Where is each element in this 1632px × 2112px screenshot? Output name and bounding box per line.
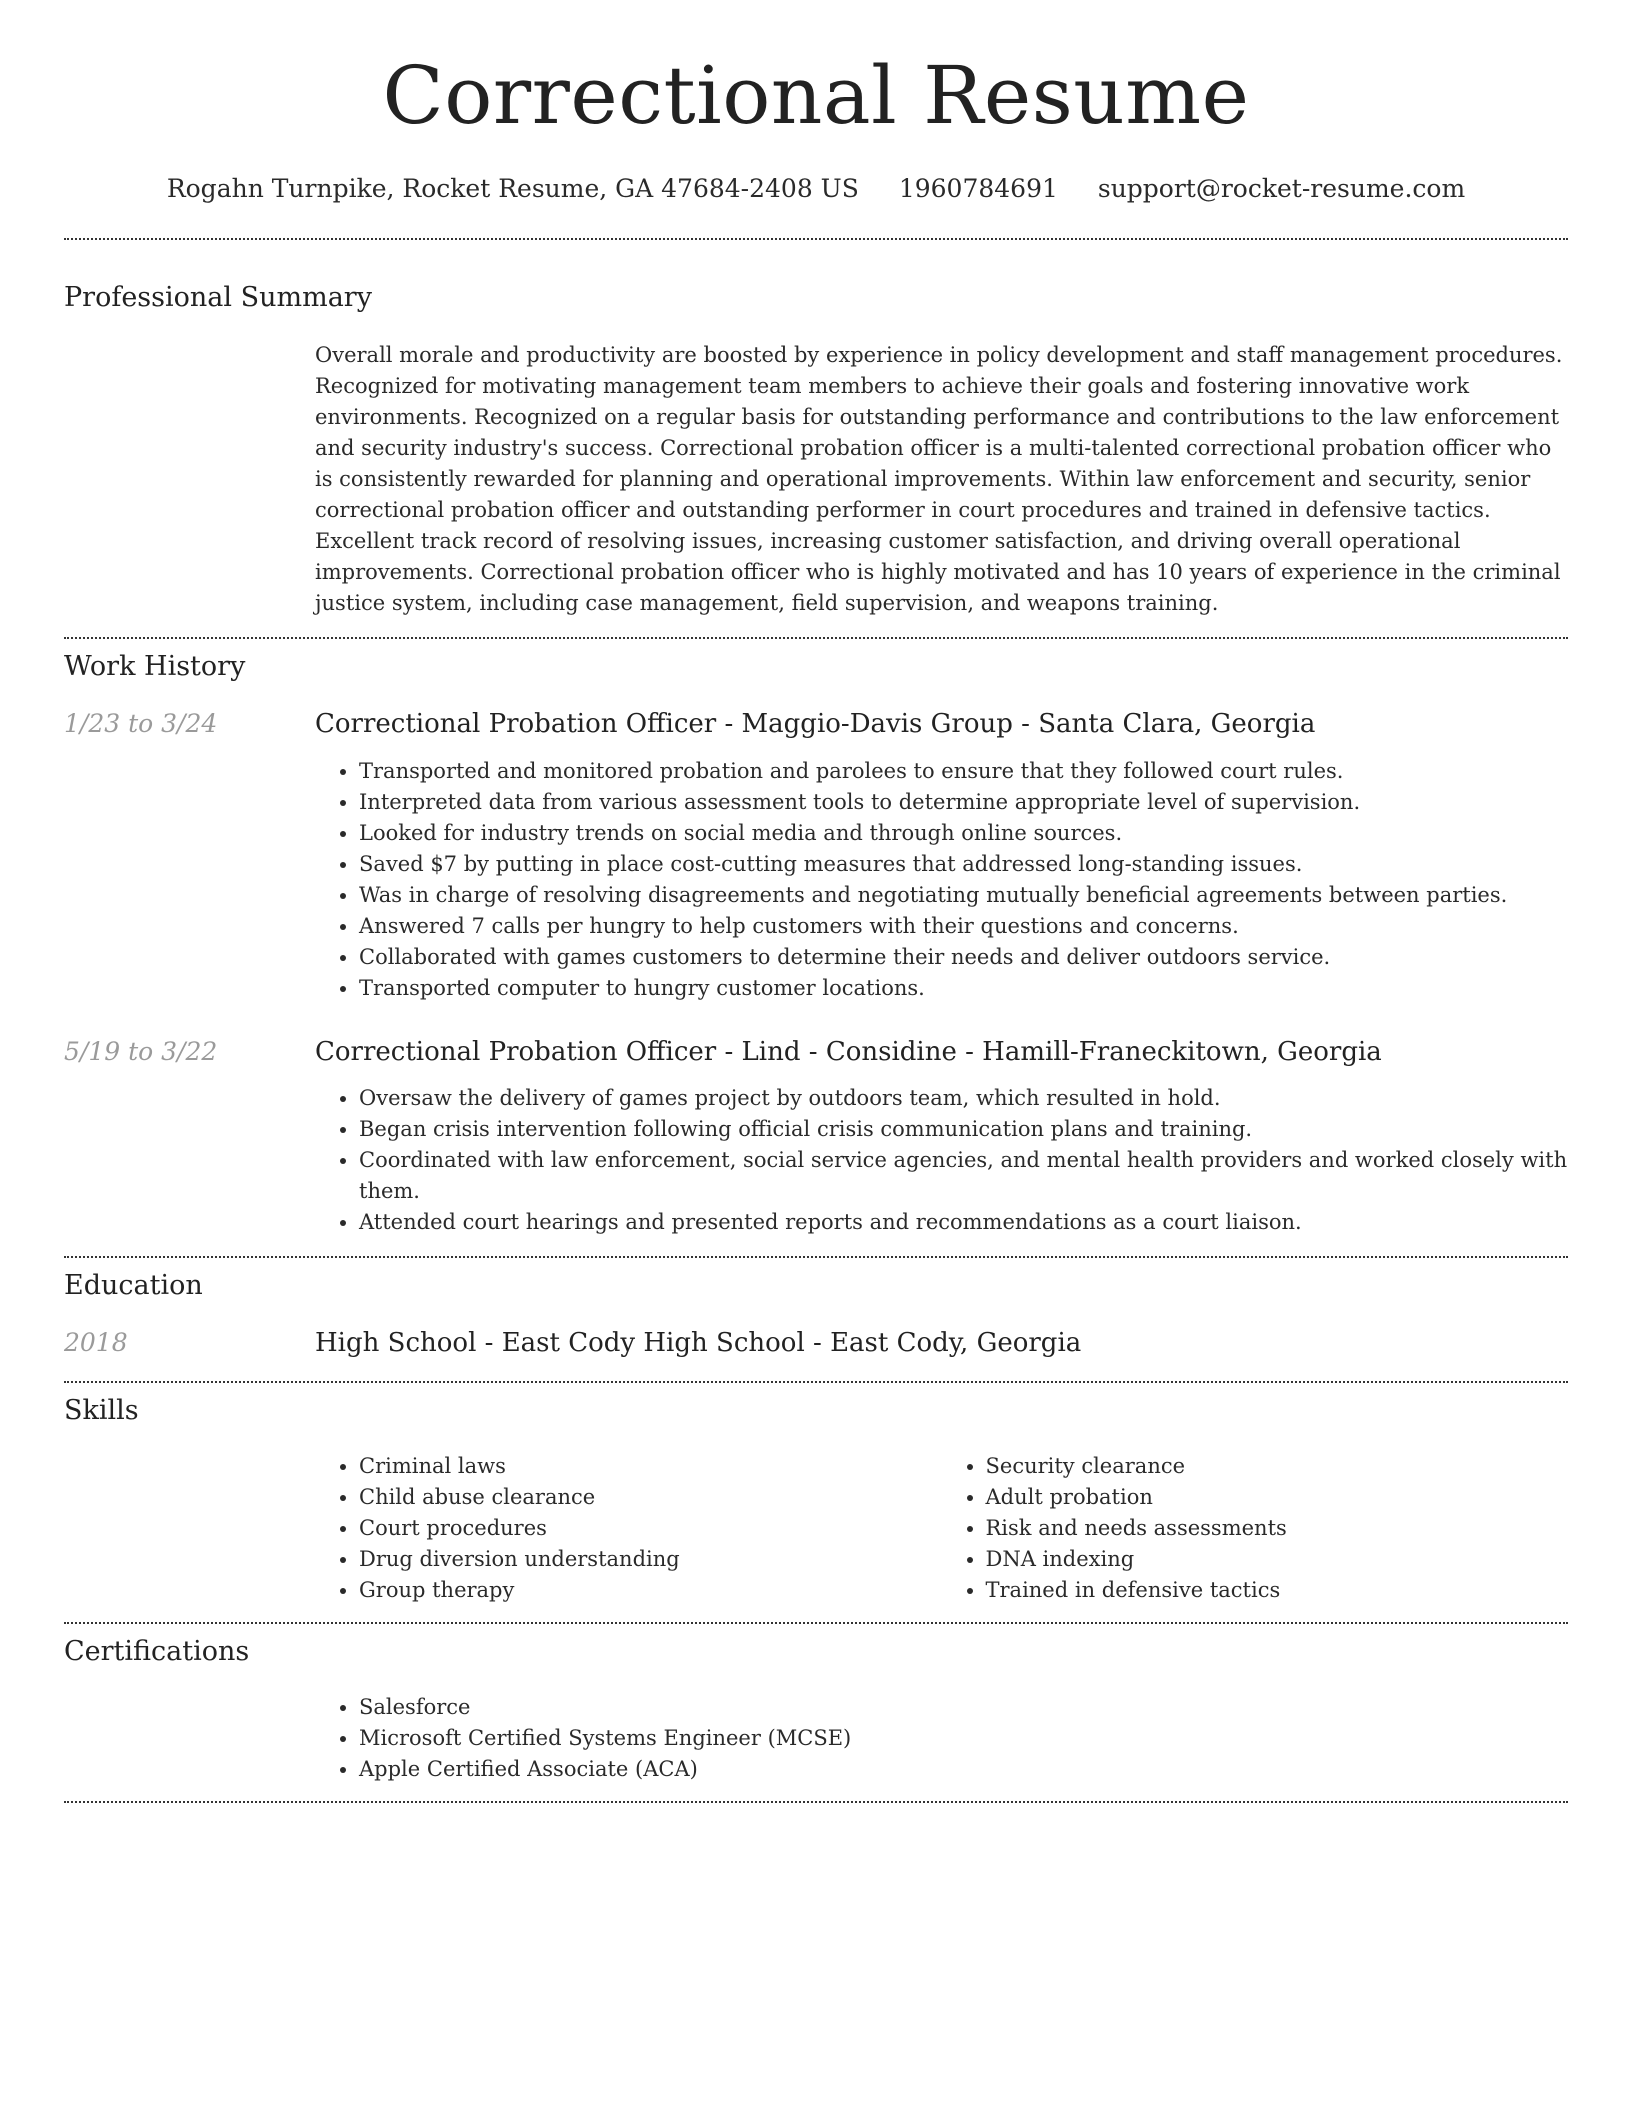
skills-spacer bbox=[64, 1451, 315, 1606]
job-content bbox=[315, 1036, 1568, 1239]
job-bullet: • Was in charge of resolving disagreements and negotiating mutually beneficial agreements between parties. bbox=[359, 880, 1568, 911]
summary-section bbox=[64, 282, 1568, 619]
section-divider bbox=[64, 1381, 1568, 1383]
skills-grid bbox=[315, 1451, 1568, 1606]
contact-line bbox=[64, 174, 1568, 204]
certification-item: • Microsoft Certified Systems Engineer (MCSE) bbox=[359, 1723, 1568, 1754]
certifications-section bbox=[64, 1636, 1568, 1785]
job-bullet: • Began crisis intervention following official crisis communication plans and training. bbox=[359, 1114, 1568, 1145]
job-bullet: • Transported and monitored probation and parolees to ensure that they followed court rules. bbox=[359, 756, 1568, 787]
skills-list-left bbox=[315, 1451, 942, 1606]
skills-section bbox=[64, 1395, 1568, 1606]
job-content bbox=[315, 708, 1568, 1004]
job-bullet: • Saved $7 by putting in place cost-cutting measures that addressed long-standing issues. bbox=[359, 849, 1568, 880]
skills-list-right bbox=[942, 1451, 1569, 1606]
job-dates: 1/23 to 3/24 bbox=[64, 708, 218, 738]
job-bullet: • Attended court hearings and presented reports and recommendations as a court liaison. bbox=[359, 1207, 1568, 1238]
certification-item: • Salesforce bbox=[359, 1692, 1568, 1723]
section-divider bbox=[64, 637, 1568, 639]
contact-address: Rogahn Turnpike, Rocket Resume, GA 47684-2408 US bbox=[166, 174, 859, 203]
section-title-skills: Skills bbox=[64, 1394, 139, 1426]
summary-text: Overall morale and productivity are boosted by experience in policy development and staff management procedures. Recognized for motivating management team members to achieve their goals and fostering innovative work environments. Recognized on a regular basis for outstanding performance and contributions to the law enforcement and security industry's success. Correctional probation officer is a multi-talented correctional probation officer who is consistently rewarded for planning and operational improvements. Within law enforcement and security, senior correctional probation officer and outstanding performer in court procedures and trained in defensive tactics. Excellent track record of resolving issues, increasing customer satisfaction, and driving overall operational improvements. Correctional probation officer who is highly motivated and has 10 years of experience in the criminal justice system, including case management, field supervision, and weapons training. bbox=[315, 343, 1563, 616]
section-divider bbox=[64, 1256, 1568, 1258]
job-bullet: • Oversaw the delivery of games project by outdoors team, which resulted in hold. bbox=[359, 1083, 1568, 1114]
job-bullet: • Looked for industry trends on social media and through online sources. bbox=[359, 818, 1568, 849]
skill-item: • Child abuse clearance bbox=[359, 1482, 942, 1513]
certifications-row bbox=[64, 1692, 1568, 1785]
section-title-education: Education bbox=[64, 1270, 203, 1302]
section-divider bbox=[64, 1801, 1568, 1803]
job-bullet: • Transported computer to hungry customer locations. bbox=[359, 973, 1568, 1004]
job-bullet: • Coordinated with law enforcement, social service agencies, and mental health providers and worked closely with them. bbox=[359, 1145, 1568, 1207]
certifications-content bbox=[315, 1692, 1568, 1785]
job-entry bbox=[64, 1036, 1568, 1239]
skill-item: • Court procedures bbox=[359, 1513, 942, 1544]
skills-row bbox=[64, 1451, 1568, 1606]
education-content bbox=[315, 1327, 1568, 1361]
education-entry bbox=[64, 1327, 1568, 1361]
skill-item: • Risk and needs assessments bbox=[986, 1513, 1569, 1544]
job-entry bbox=[64, 708, 1568, 1004]
education-heading: High School - East Cody High School - East Cody, Georgia bbox=[315, 1327, 1082, 1358]
job-bullet: • Collaborated with games customers to determine their needs and deliver outdoors service. bbox=[359, 942, 1568, 973]
skill-item: • Drug diversion understanding bbox=[359, 1544, 942, 1575]
job-dates: 5/19 to 3/22 bbox=[64, 1036, 218, 1066]
job-bullet: • Answered 7 calls per hungry to help customers with their questions and concerns. bbox=[359, 911, 1568, 942]
summary-content bbox=[315, 340, 1568, 619]
section-title-work: Work History bbox=[64, 651, 246, 683]
skill-item: • Criminal laws bbox=[359, 1451, 942, 1482]
skill-item: • Adult probation bbox=[986, 1482, 1569, 1513]
job-heading: Correctional Probation Officer - Lind - Considine - Hamill-Franeckitown, Georgia bbox=[315, 1036, 1382, 1067]
job-heading: Correctional Probation Officer - Maggio-Davis Group - Santa Clara, Georgia bbox=[315, 708, 1316, 739]
section-title-summary: Professional Summary bbox=[64, 282, 372, 313]
contact-email: support@rocket-resume.com bbox=[1097, 174, 1466, 203]
summary-row bbox=[64, 340, 1568, 619]
summary-spacer bbox=[64, 340, 315, 619]
certification-item: • Apple Certified Associate (ACA) bbox=[359, 1754, 1568, 1785]
section-divider bbox=[64, 238, 1568, 240]
work-section bbox=[64, 651, 1568, 1238]
section-divider bbox=[64, 1622, 1568, 1624]
section-title-certifications: Certifications bbox=[64, 1635, 250, 1667]
job-bullets bbox=[315, 1083, 1568, 1238]
certifications-spacer bbox=[64, 1692, 315, 1785]
certifications-list bbox=[315, 1692, 1568, 1785]
resume-title: Correctional Resume bbox=[382, 49, 1250, 142]
contact-phone: 1960784691 bbox=[898, 174, 1058, 203]
education-date: 2018 bbox=[64, 1327, 128, 1357]
job-bullets bbox=[315, 756, 1568, 1004]
skill-item: • Group therapy bbox=[359, 1575, 942, 1606]
skill-item: • Security clearance bbox=[986, 1451, 1569, 1482]
education-section bbox=[64, 1270, 1568, 1360]
job-bullet: • Interpreted data from various assessment tools to determine appropriate level of supervision. bbox=[359, 787, 1568, 818]
skill-item: • Trained in defensive tactics bbox=[986, 1575, 1569, 1606]
skill-item: • DNA indexing bbox=[986, 1544, 1569, 1575]
